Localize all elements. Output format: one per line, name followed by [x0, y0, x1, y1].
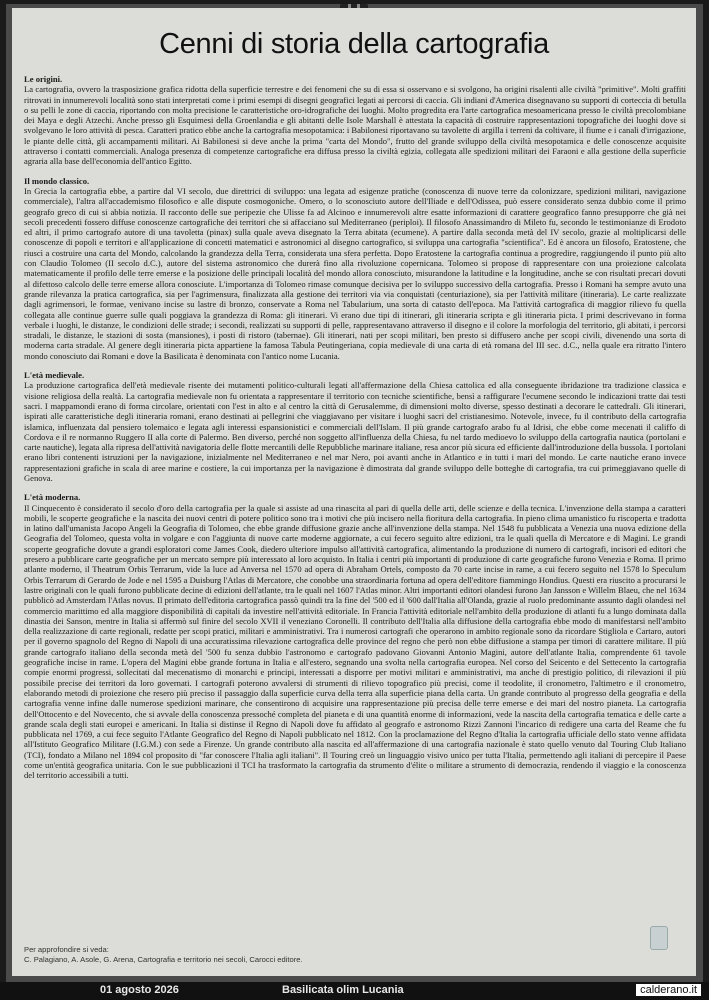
caption-date: 01 agosto 2026: [100, 984, 179, 996]
section-heading: Le origini.: [24, 74, 63, 84]
section-text: Il Cinquecento è considerato il secolo d'oro della cartografia per la quale si assiste ad una rinascita al pari di quella delle arti, delle scienze e della tecnica. L'invenzione della stampa a caratteri mobili, le scoperte geografiche e la nascita dei nuovi centri di potere politico sono tra i motivi che più incisero nella fioritura della cartografia. In pieno clima umanistico fu riscoperta e tradotta in latino dall'umanista Jacopo Angeli la Geografia di Tolomeo, che ebbe grande diffusione grazie anche all'invenzione della stampa. Nel 1548 fu pubblicata a Venezia una nuova edizione della Geografia del Tolomeo, questa volta in volgare e con l'aggiunta di nuove carte moderne aggiornate, a cui fecero seguito altre edizioni, tra le quali quella di Mercatore e di Magini. Le grandi scoperte geografiche dovute a grandi esploratori come James Cook, diedero ulteriore impulso all'attività cartografica, alimentando la produzione di numero di cartografi, incisori ed editori che presero a pubblicare carte geografiche per un mercato sempre più interessato al loro acquisto. In Italia i centri più importanti di produzione di carte geografiche furono Venezia e Roma. Il primo atlante moderno, il Theatrum Orbis Terrarum, vide la luce ad Anversa nel 1570 ad opera di Abraham Ortels, composto da 70 carte incise in rame, a cui fecero seguito nel 1578 lo Speculum Orbis Terrarum di Gerardo de Jode e nel 1595 a Duisburg l'Atlas di Mercatore, che conobbe una straordinaria fortuna ad opera dell'editore fiammingo Hondius. Questi era riuscito a procurarsi le lastre originali con le quali furono pubblicate decine di edizioni dell'atlante, tra le quali nel 1607 l'Atlas minor. Altri importanti editori olandesi furono Jan Jansson e Willelm Blaeu, che nel 1634 pubblicò ad Amsterdam l'Atlas novus. Il primato dell'editoria cartografica passò quindi tra la fine del '500 ed il '600 dall'Italia all'Olanda, grazie al ruolo predominante assunto dagli olandesi nel commercio marittimo ed alla maggiore disponibilità di capitali da investire nell'attività editoriale. In Francia l'attività editoriale nell'ambito della produzione di atlanti fu a lungo dominata dalla dinastia dei Sanson, mentre in Italia si affermò sul finire del secolo XVII il veneziano Coronelli. Il contributo dell'Italia alla diffusione della cartografia ebbe modo di manifestarsi nell'ambito della realizzazione di carte regionali, redatte per scopi pratici, militari e amministrativi. Tra i numerosi cartografi che operarono in ambito regionale sono da ricordare Stigliola e Cartaro, autori per il governo spagnolo del Regno di Napoli di una accuratissima rilevazione cartografica delle province del regno che però non ebbe diffusione a stampa per timori di carattere militare. Il più grande cartografo italiano della seconda metà del '500 fu senza dubbio l'astronomo e cartografo padovano Giovanni Antonio Magini, autore dell'atlante Italia, comprendente 61 tavole geografiche incise in rame. L'opera del Magini ebbe grande fortuna in Italia e all'estero, segnando una svolta nella cartografia europea. Nel corso del Seicento e del Settecento la cartografia compie enormi progressi, sollecitati dal mecenatismo di monarchi e principi, interessati a disporre per motivi militari e amministrativi, ma anche di prestigio politico, di rilevazioni il più possibile precise dei territori da loro governati. I cartografi poterono avvalersi di strumenti di rilievo topografico più precisi, come il teodolite, il cronometro, l'altimetro e il cronometro, elaborando metodi di proiezione che resero più preciso il passaggio dalla superficie curva della terra alla superficie piana della carta. Un grande contributo al progresso della geografia e della cartografia venne infine dalle numerose spedizioni marinare, che consentirono di acquisire una rappresentazione più precisa delle terre emerse e dei mari del nostro pianeta. La cartografia dell'Ottocento e del Novecento, che si avvale della conoscenza pressoché completa del pianeta e di una quantità enorme di informazioni, vede la nascita della cartografia tematica e delle carte a grande scala degli stati europei e americani. In Italia si distinse il Regno di Napoli dove fu affidato al geografo e astronomo Rizzi Zannoni l'incarico di redigere una carta del Reame che fu pubblicata nel 1769, a cui fece seguito l'Atlante Geografico del Regno di Napoli pubblicato nel 1812. Con la proclamazione del Regno d'Italia la cartografia ufficiale dello stato venne affidata all'Istituto Geografico Militare (I.G.M.) con sede a Firenze. Un grande contributo alla nascita ed all'affermazione di una cartografia nazionale è stato quello venuto dal Touring Club Italiano (TCI), fondato a Milano nel 1894 col proposito di "far conoscere l'Italia agli italiani". Il Touring creò un linguaggio visivo unico per tutta l'Italia, permettendo agli italiani di percepire il Paese come un'entità geografica unitaria. Con le sue pubblicazioni il TCI ha trasformato la cartografia da strumento d'élite o militare a strumento di democrazia, rendendo il viaggio e la conoscenza del territorio accessibili a tutti.: [24, 502, 686, 781]
section-text: In Grecia la cartografia ebbe, a partire dal VI secolo, due direttrici di sviluppo: una legata ad esigenze pratiche (conoscenza di nuove terre da colonizzare, spedizioni militari, navigazione commerciale), l'altra all'accademismo filosofico e alle dispute cosmogoniche. Omero, o lo sconosciuto autore dell'Iliade e dell'Odissea, può essere considerato senza dubbio come il primo geografo greco di cui si abbia notizia. Il racconto delle sue peripezie che Ulisse fa ad Alcinoo e innumerevoli altre esatte informazioni di carattere geografico fanno presupporre che già nei secoli precedenti fossero diffuse conoscenze cartografiche dei territori che si affacciano sul Mediterraneo (periploi). Il filosofo Anassimandro di Mileto fu, secondo le testimonianze di Erodoto ed altri, il primo cartografo autore di una tavoletta (pinax) sulla quale aveva disegnato la Terra abitata (ecumene). A partire dalla seconda metà del IV secolo, grazie al moltiplicarsi delle conoscenze di popoli e territori e all'applicazione di concetti matematici e astronomici al disegno cartografico, si sviluppa una cartografia "scientifica". Ed è ancora un filosofo, Eratostene, che riuscì a costruire una carta del Mondo, calcolando la grandezza della Terra, considerata una sfera perfetta. Dopo Eratostene la cartografia continua a progredire, raggiungendo il punto più alto con Claudio Tolomeo (II secolo d.C.), autore del sistema astronomico che durerà fino alla rivoluzione copernicana. Tolomeo si propose di rappresentare con una proiezione calcolata matematicamente il profilo delle terre emerse e la posizione delle principali località del mondo allora conosciuto, misurandone la latitudine e la longitudine, anche se con risultati precari dovuti al difettoso calcolo delle terre emerse allora conosciute. L'importanza di Tolomeo rimase comunque decisiva per lo sviluppo successivo della cartografia. Presso i Romani ha sempre avuto una grande rilevanza la pratica cartografica, sia per l'agrimensura, finalizzata alla gestione dei territori via via conquistati (centuriazione), sia per l'attività militare (itineraria). Le carte realizzate dagli agrimensori, le formae, venivano incise su lastre di bronzo, conservate a Roma nel Tabularium, una sorta di catasto dell'epoca. Ma l'attività cartografica di maggior rilievo fu quella collegata alle continue guerre sulle quali poggiava la grandezza di Roma: gli itinerari. Vi erano due tipi di itinerari, gli itineraria scripta e gli itineraria picta. I primi descrivevano in forma verbale i luoghi, le distanze, le condizioni delle strade; i secondi, realizzati su supporti di pelle, rappresentavano attraverso il disegno e il colore la morfologia del territorio, gli abitati, i percorsi stradali, le distanze, le stazioni di sosta (mansiones), i posti di ristoro (tabernae). Gli itinerari, nati per scopi militari, ben presto si diffusero anche per scopi civili, divenendo una sorta di moderna carta stradale. Al genere degli itineraria picta appartiene la famosa Tabula Peutingeriana, copia medievale di una carta di età romana del III sec. d.C., nella quale era ritratto l'intero mondo conosciuto dai Romani e dove la Basilicata è denominata con l'antico nome Lucania.: [24, 185, 686, 361]
caption-site: calderano.it: [636, 984, 701, 996]
section-text: La cartografia, ovvero la trasposizione grafica ridotta della superficie terrestre e dei fenomeni che su di essa si osservano e si svolgono, ha origini risalenti alle civiltà "primitive". Molti graffiti ritrovati in innumerevoli località sono stati interpretati come i primi esempi di disegni geografici legati ai percorsi di caccia. Gli indiani d'America disegnavano su supporti di corteccia di betulla o su pelli le zone di caccia, riportando con molta precisione le caratteristiche oro-idrografiche dei luoghi. Molto progredita era l'arte cartografica mesoamericana presso le civiltà precolombiane dei Maya e degli Atzechi. Anche presso gli Esquimesi della Groenlandia e gli abitanti delle Isole Marshall è attestata la capacità di costruire rappresentazioni topografiche dei luoghi dove si svolgevano le loro attività di pesca. Caratteri pratico ebbe anche la cartografia mesopotamica: i Babilonesi riportavano su tavolette di argilla i terreni da coltivare, il fiume e i canali d'irrigazione, le piante delle città, gli accampamenti militari. Ai Babilonesi si deve anche la prima "carta del Mondo", frutto del grande sviluppo della civiltà mesopotamica e delle conoscenze acquisite attraverso i contatti commerciali. Analoga presenza di competenze cartografiche era diffusa presso la civiltà egizia, collegata alle spedizioni militari dei Faraoni e alla gestione della superficie agraria alla base dell'economia dell'antico Egitto.: [24, 84, 686, 167]
section-heading: L'età moderna.: [24, 492, 81, 503]
section-modern: [24, 492, 686, 780]
caption-place: Basilicata olim Lucania: [282, 984, 404, 996]
section-heading: Il mondo classico.: [24, 175, 90, 186]
info-panel: [12, 8, 696, 976]
references-text: C. Palagiano, A. Asole, G. Arena, Cartografia e territorio nei secoli, Carocci editore.: [24, 955, 303, 964]
references: [24, 945, 524, 965]
references-label: Per approfondire si veda:: [24, 945, 109, 954]
section-classical: [24, 176, 686, 361]
section-text: La produzione cartografica dell'età medievale risente dei mutamenti politico-culturali legati all'affermazione della Chiesa cattolica ed alla conseguente ibridazione tra tradizione classica e visione religiosa della realtà. La cartografia medievale non fu orientata a rappresentare il territorio con tecniche scientifiche, bensì a raffigurare l'ecumene secondo le indicazioni tratte dai testi sacri. I mappamondi erano di forma circolare, orientati con l'est in alto e al centro la città di Gerusalemme, di dimensioni molto diverse, spesso destinati a decorare le cattedrali. Gli itinerari, ispirati alle caratteristiche degli itineraria romani, erano destinati ai pellegrini che viaggiavano per visitare i luoghi sacri del cristianesimo. Notevole, invece, fu il contributo della cartografia islamica, influenzata dal pensiero tolemaico e legata agli interessi espansionistici e commerciali dell'Islam. Il più grande cartografo arabo fu al Idrisi, che ebbe come mecenati il califfo di Cordova e il re normanno Ruggero II alla corte di Palermo. Ben diverso, perché non soggetto all'influenza della Chiesa, fu nel tardo medioevo lo sviluppo della cartografia nautica (portolani e carte nautiche), legata alla ripresa dell'attività navigatoria delle flotte mercantili delle Repubbliche marinare italiane, resa ancor più sicura ed efficiente dall'introduzione della bussola. I portolani erano libri contenenti istruzioni per la navigazione, inizialmente nel Mediterraneo e nel mar Nero, poi avanti anche in Atlantico e in tutti i mari del mondo. Le carte nautiche erano invece rappresentazioni grafiche in scala di aree marine e costiere, la cui importanza per la navigazione è dimostrata dal grande sviluppo delle botteghe di cartografia, tra cui primeggiavano quelle di Genova.: [24, 380, 686, 483]
panel-body: [24, 74, 686, 790]
section-medieval: [24, 370, 686, 483]
section-heading: L'età medievale.: [24, 370, 85, 381]
photo-caption-bar: [0, 982, 709, 1000]
page-title: Cenni di storia della cartografia: [159, 28, 549, 60]
section-origins: [24, 74, 686, 167]
emblem-icon: [650, 926, 668, 950]
